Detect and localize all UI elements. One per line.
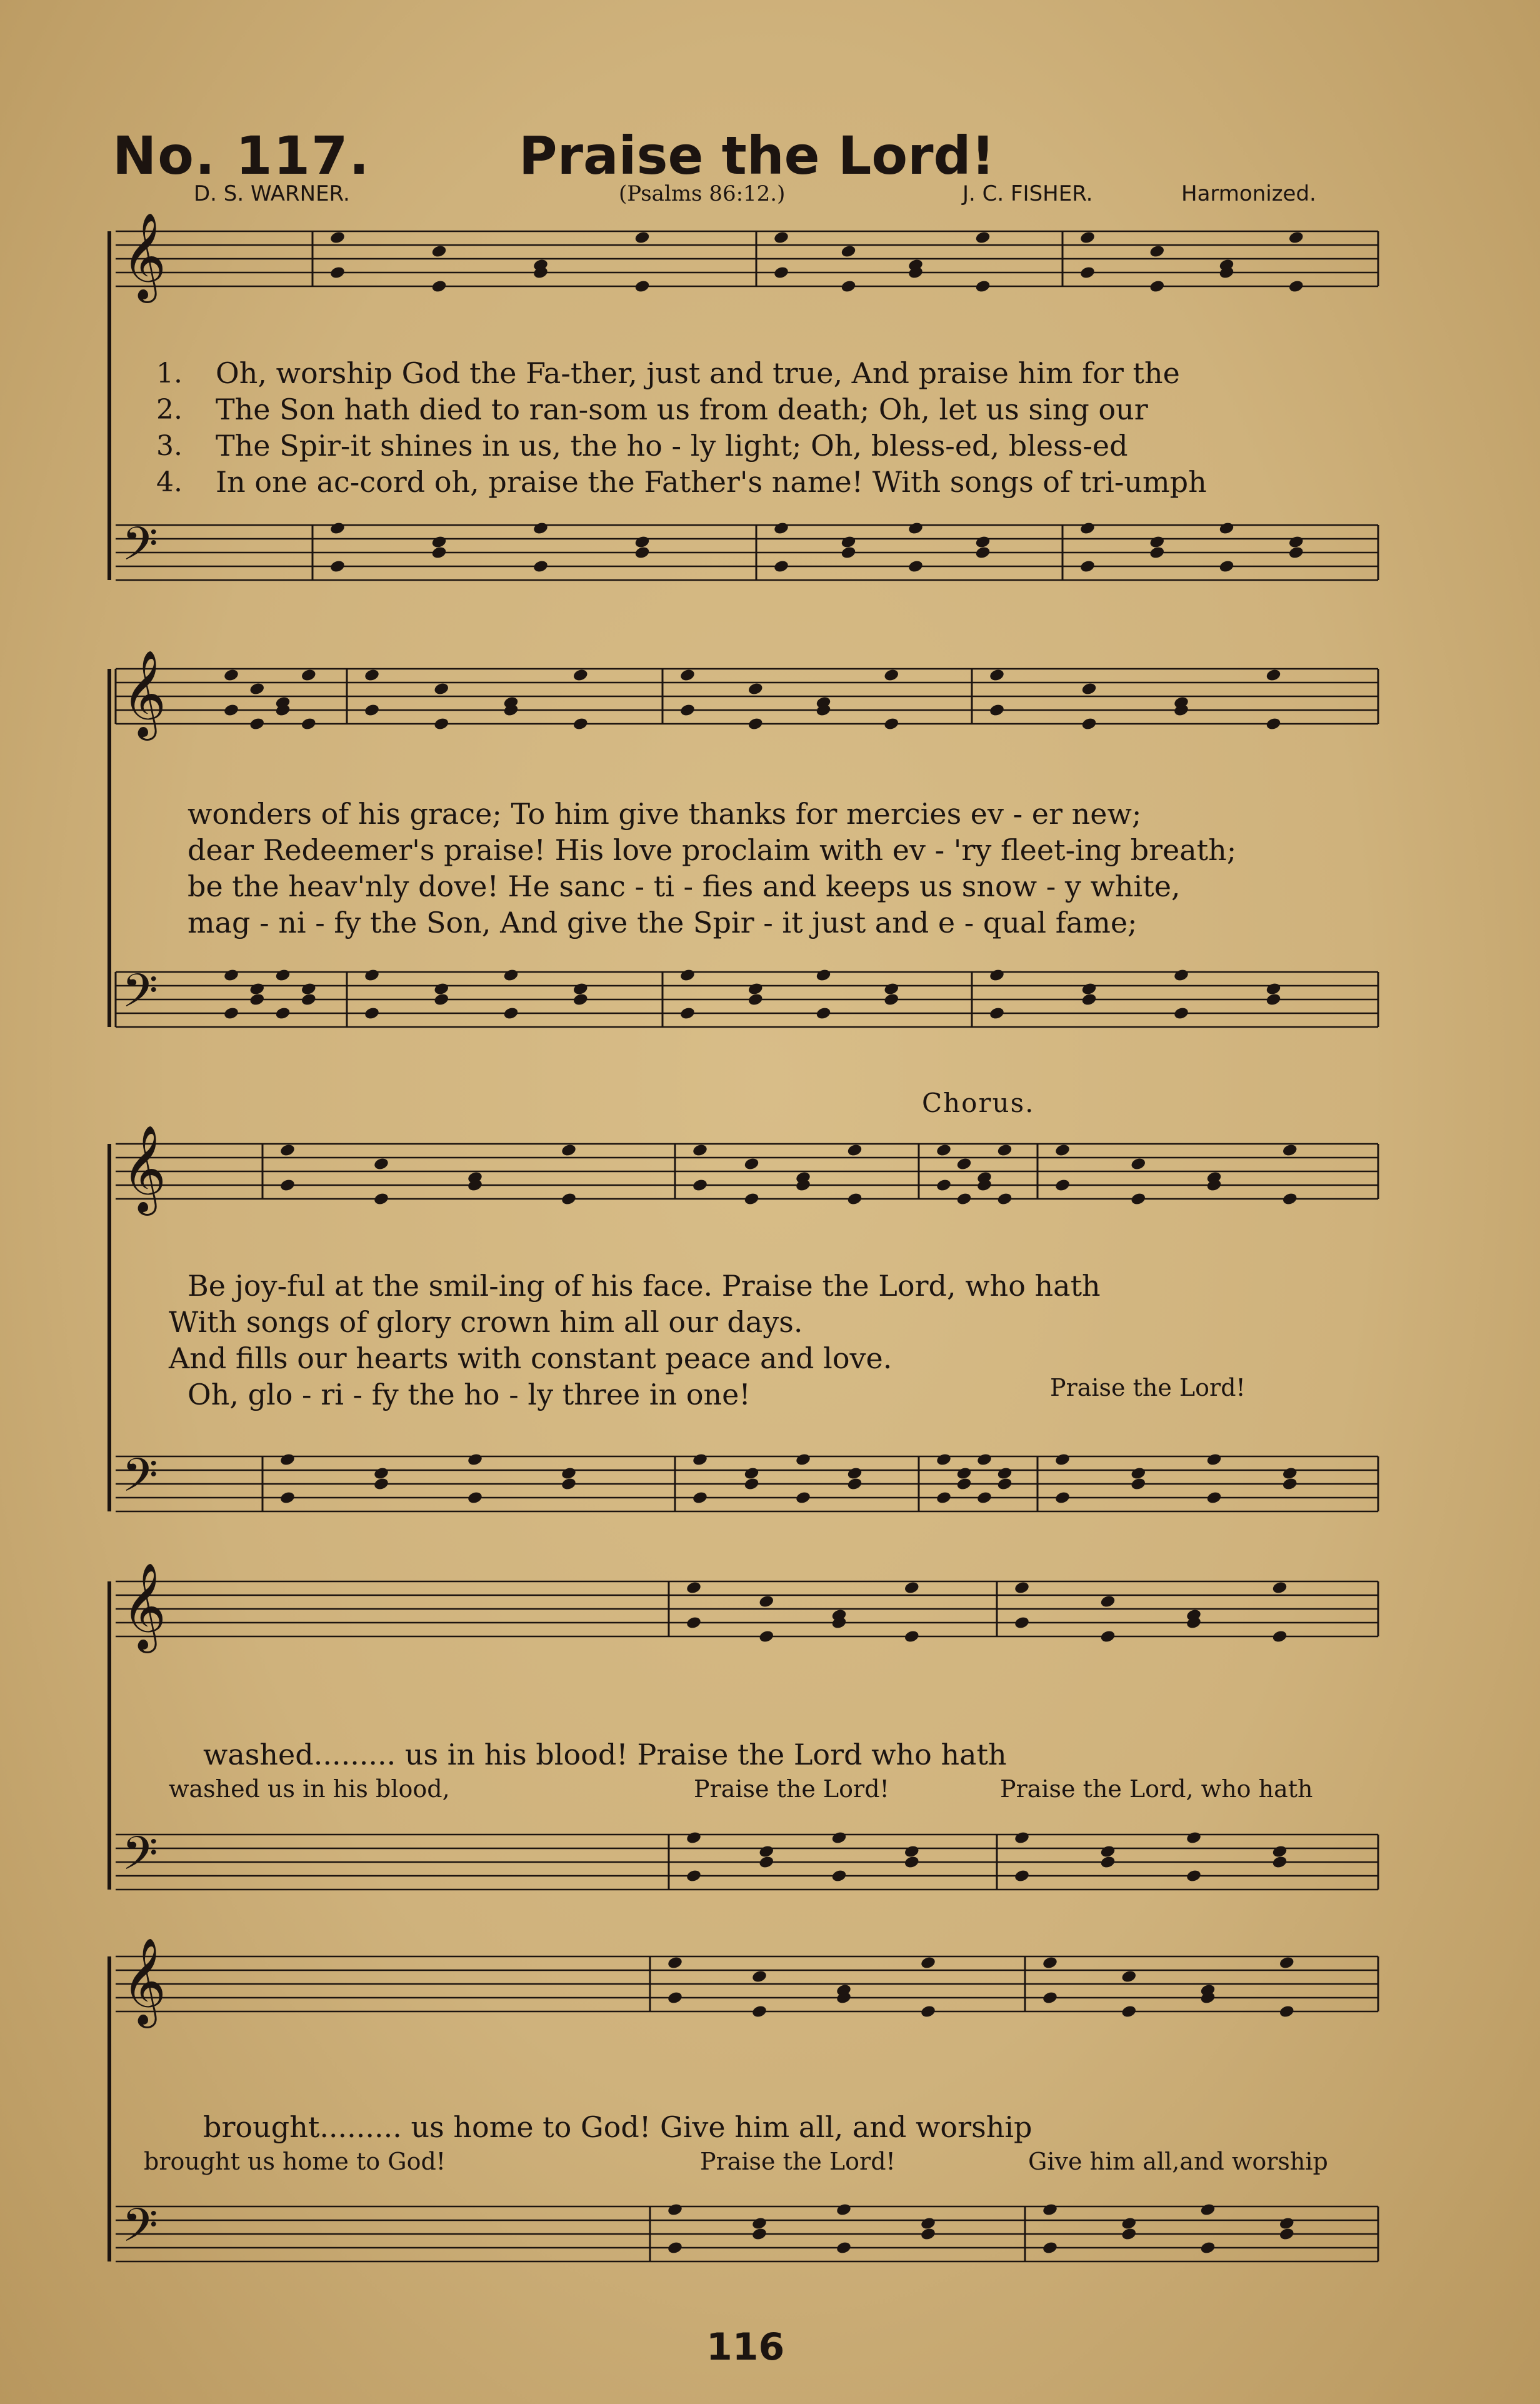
note-head: [1099, 1845, 1116, 1859]
note-head: [840, 279, 856, 294]
system3-lyric-line-1: Be joy-ful at the smil-ing of his face. Praise the Lord, who hath: [188, 1269, 1101, 1303]
note-head: [467, 1453, 483, 1467]
note-head: [249, 993, 265, 1007]
system1-lyric-line-1: Oh, worship God the Fa-ther, just and true, And praise him for the: [216, 356, 1180, 390]
note-head: [686, 1581, 702, 1595]
note-head: [301, 993, 317, 1007]
note-head: [431, 279, 447, 294]
note-head: [751, 2216, 768, 2231]
note-head: [974, 231, 991, 245]
note-head: [751, 1970, 768, 1984]
note-head: [223, 703, 239, 718]
note-head: [572, 668, 589, 683]
note-head: [996, 1143, 1012, 1158]
note-head: [773, 231, 789, 245]
note-head: [904, 1581, 920, 1595]
note-head: [1081, 993, 1097, 1007]
note-head: [301, 717, 317, 731]
note-head: [667, 1956, 683, 1970]
note-head: [1173, 968, 1189, 983]
note-head: [301, 668, 317, 683]
note-head: [836, 2241, 852, 2255]
system4-bass-text-3: Praise the Lord, who hath: [1000, 1775, 1313, 1803]
note-head: [840, 546, 856, 560]
note-head: [1079, 231, 1096, 245]
note-head: [1288, 546, 1304, 560]
note-head: [433, 982, 449, 996]
note-head: [433, 682, 449, 696]
note-head: [795, 1491, 811, 1505]
note-head: [1265, 982, 1281, 996]
note-head: [836, 2203, 852, 2217]
note-head: [795, 1453, 811, 1467]
note-head: [373, 1192, 389, 1206]
note-head: [679, 1006, 696, 1021]
note-head: [974, 535, 991, 549]
note-head: [920, 2005, 936, 2019]
note-head: [1282, 1192, 1298, 1206]
note-head: [748, 682, 764, 696]
bass-clef-icon: 𝄢: [122, 517, 158, 583]
note-head: [974, 546, 991, 560]
note-head: [1149, 535, 1165, 549]
note-head: [883, 982, 899, 996]
note-head: [904, 1845, 920, 1859]
note-head: [758, 1845, 774, 1859]
system1-lyric-line-3: The Spir-it shines in us, the ho - ly light; Oh, bless-ed, bless-ed: [216, 429, 1128, 463]
note-head: [1206, 1491, 1222, 1505]
note-head: [532, 521, 549, 536]
note-head: [502, 968, 519, 983]
note-head: [920, 1956, 936, 1970]
note-head: [634, 546, 650, 560]
note-head: [1099, 1595, 1116, 1609]
note-head: [1288, 279, 1304, 294]
note-head: [279, 1453, 296, 1467]
note-head: [561, 1143, 577, 1158]
note-head: [904, 1855, 920, 1870]
note-head: [686, 1831, 702, 1845]
system2-lyric-line-4: mag - ni - fy the Son, And give the Spir - it just and e - qual fame;: [188, 906, 1138, 939]
note-head: [751, 2005, 768, 2019]
note-head: [831, 1831, 847, 1845]
note-head: [1081, 682, 1097, 696]
note-head: [301, 982, 317, 996]
arrangement-credit: Harmonized.: [1181, 181, 1316, 206]
note-head: [956, 1466, 972, 1481]
note-head: [743, 1466, 759, 1481]
verse-number-4: 4.: [156, 466, 182, 498]
note-head: [433, 717, 449, 731]
note-head: [996, 1192, 1012, 1206]
note-head: [692, 1453, 708, 1467]
note-head: [364, 968, 380, 983]
note-head: [1042, 1991, 1058, 2005]
note-head: [373, 1466, 389, 1481]
note-head: [773, 266, 789, 280]
note-head: [1288, 231, 1304, 245]
note-head: [1279, 2216, 1295, 2231]
note-head: [773, 521, 789, 536]
note-head: [1121, 1970, 1137, 1984]
note-head: [908, 559, 924, 574]
bass-clef-icon: 𝄢: [122, 1826, 158, 1892]
note-head: [679, 668, 696, 683]
note-head: [1130, 1157, 1146, 1171]
note-head: [1265, 668, 1281, 683]
note-head: [1042, 2241, 1058, 2255]
note-head: [686, 1616, 702, 1630]
note-head: [1186, 1831, 1202, 1845]
note-head: [936, 1143, 952, 1158]
note-head: [996, 1477, 1012, 1491]
composer-credit: J. C. FISHER.: [962, 181, 1093, 206]
note-head: [1199, 2241, 1216, 2255]
note-head: [433, 993, 449, 1007]
note-head: [920, 2227, 936, 2241]
system3-lyric-line-2: With songs of glory crown him all our days.: [169, 1305, 803, 1339]
note-head: [1014, 1581, 1030, 1595]
note-head: [815, 968, 831, 983]
note-head: [692, 1491, 708, 1505]
note-head: [692, 1143, 708, 1158]
note-head: [956, 1157, 972, 1171]
note-head: [329, 266, 346, 280]
note-head: [758, 1855, 774, 1870]
note-head: [223, 668, 239, 683]
note-head: [692, 1178, 708, 1193]
note-head: [989, 703, 1005, 718]
note-head: [883, 668, 899, 683]
note-head: [1014, 1831, 1030, 1845]
note-head: [1054, 1491, 1071, 1505]
note-head: [329, 521, 346, 536]
note-head: [1054, 1143, 1071, 1158]
system5-bass-text-3: Give him all,and worship: [1028, 2148, 1328, 2175]
note-head: [743, 1477, 759, 1491]
chorus-label: Chorus.: [922, 1088, 1035, 1118]
note-head: [846, 1466, 862, 1481]
note-head: [274, 1006, 291, 1021]
system3-lyric-line-3: And fills our hearts with constant peace and love.: [169, 1341, 892, 1375]
note-head: [223, 968, 239, 983]
note-head: [989, 1006, 1005, 1021]
note-head: [329, 559, 346, 574]
note-head: [1130, 1477, 1146, 1491]
note-head: [1149, 279, 1165, 294]
note-head: [773, 559, 789, 574]
note-head: [1218, 559, 1234, 574]
bass-clef-icon: 𝄢: [122, 1448, 158, 1514]
note-head: [846, 1192, 862, 1206]
note-head: [1099, 1630, 1116, 1644]
note-head: [274, 968, 291, 983]
treble-clef-icon: 𝄞: [122, 1938, 166, 2025]
note-head: [279, 1491, 296, 1505]
note-head: [748, 982, 764, 996]
note-head: [679, 968, 696, 983]
note-head: [364, 703, 380, 718]
note-head: [1054, 1453, 1071, 1467]
note-head: [956, 1192, 972, 1206]
note-head: [329, 231, 346, 245]
note-head: [904, 1630, 920, 1644]
system5-bass-text-1: brought us home to God!: [144, 2148, 446, 2175]
note-head: [1186, 1869, 1202, 1883]
note-head: [831, 1869, 847, 1883]
note-head: [1130, 1466, 1146, 1481]
system3-lyric-line-4: Oh, glo - ri - fy the ho - ly three in one!: [188, 1378, 751, 1411]
scripture-reference: (Psalms 86:12.): [619, 181, 786, 206]
system2-lyric-line-2: dear Redeemer's praise! His love proclaim with ev - 'ry fleet-ing breath;: [188, 833, 1237, 867]
note-head: [1121, 2216, 1137, 2231]
note-head: [667, 2203, 683, 2217]
author-credit: D. S. WARNER.: [194, 181, 350, 206]
note-head: [279, 1143, 296, 1158]
note-head: [920, 2216, 936, 2231]
treble-clef-icon: 𝄞: [122, 1125, 166, 1212]
note-head: [1014, 1869, 1030, 1883]
system2-lyric-line-1: wonders of his grace; To him give thanks for mercies ev - er new;: [188, 797, 1142, 831]
note-head: [1279, 2227, 1295, 2241]
note-head: [1099, 1855, 1116, 1870]
note-head: [532, 559, 549, 574]
note-head: [1288, 535, 1304, 549]
note-head: [936, 1453, 952, 1467]
note-head: [936, 1491, 952, 1505]
page-number: 116: [706, 2325, 785, 2369]
note-head: [1199, 2203, 1216, 2217]
note-head: [748, 993, 764, 1007]
note-head: [936, 1178, 952, 1193]
note-head: [634, 535, 650, 549]
note-head: [1149, 546, 1165, 560]
note-head: [364, 1006, 380, 1021]
note-head: [815, 1006, 831, 1021]
verse-number-3: 3.: [156, 430, 182, 462]
note-head: [1282, 1143, 1298, 1158]
note-head: [279, 1178, 296, 1193]
verse-number-1: 1.: [156, 358, 182, 389]
note-head: [758, 1630, 774, 1644]
system3-bass-text: Praise the Lord!: [1050, 1374, 1246, 1401]
note-head: [373, 1157, 389, 1171]
note-head: [223, 1006, 239, 1021]
note-head: [974, 279, 991, 294]
note-head: [1079, 559, 1096, 574]
note-head: [743, 1192, 759, 1206]
note-head: [431, 244, 447, 259]
system2-lyric-line-3: be the heav'nly dove! He sanc - ti - fies and keeps us snow - y white,: [188, 869, 1181, 903]
note-head: [1042, 1956, 1058, 1970]
note-head: [1218, 521, 1234, 536]
note-head: [634, 279, 650, 294]
note-head: [1271, 1845, 1288, 1859]
note-head: [1279, 1956, 1295, 1970]
note-head: [561, 1466, 577, 1481]
note-head: [679, 703, 696, 718]
note-head: [634, 231, 650, 245]
note-head: [1014, 1616, 1030, 1630]
system1-lyric-line-4: In one ac-cord oh, praise the Father's name! With songs of tri-umph: [216, 465, 1207, 499]
note-head: [364, 668, 380, 683]
note-head: [561, 1477, 577, 1491]
note-head: [572, 993, 589, 1007]
note-head: [1282, 1477, 1298, 1491]
note-head: [908, 521, 924, 536]
note-head: [743, 1157, 759, 1171]
note-head: [840, 535, 856, 549]
note-head: [502, 1006, 519, 1021]
system4-bass-text-2: Praise the Lord!: [694, 1775, 889, 1803]
note-head: [1121, 2005, 1137, 2019]
note-head: [976, 1453, 992, 1467]
note-head: [1271, 1855, 1288, 1870]
note-head: [840, 244, 856, 259]
note-head: [1081, 982, 1097, 996]
note-head: [249, 982, 265, 996]
note-head: [431, 546, 447, 560]
note-head: [996, 1466, 1012, 1481]
note-head: [373, 1477, 389, 1491]
note-head: [1079, 521, 1096, 536]
note-head: [1271, 1630, 1288, 1644]
note-head: [1121, 2227, 1137, 2241]
system5-bass-text-2: Praise the Lord!: [700, 2148, 896, 2175]
note-head: [1130, 1192, 1146, 1206]
note-head: [1054, 1178, 1071, 1193]
note-head: [1149, 244, 1165, 259]
system4-treble-lyric: washed......... us in his blood! Praise the Lord who hath: [203, 1738, 1007, 1771]
system1-lyric-line-2: The Son hath died to ran-som us from death; Oh, let us sing our: [216, 393, 1148, 426]
note-head: [1081, 717, 1097, 731]
note-head: [1265, 717, 1281, 731]
note-head: [667, 2241, 683, 2255]
note-head: [956, 1477, 972, 1491]
note-head: [1271, 1581, 1288, 1595]
treble-clef-icon: 𝄞: [122, 213, 166, 299]
note-head: [467, 1491, 483, 1505]
bass-clef-icon: 𝄢: [122, 2198, 158, 2264]
hymn-title: Praise the Lord!: [519, 125, 995, 186]
note-head: [989, 668, 1005, 683]
note-head: [1173, 1006, 1189, 1021]
note-head: [758, 1595, 774, 1609]
note-head: [1079, 266, 1096, 280]
note-head: [1042, 2203, 1058, 2217]
treble-clef-icon: 𝄞: [122, 1563, 166, 1650]
note-head: [751, 2227, 768, 2241]
note-head: [686, 1869, 702, 1883]
system5-treble-lyric: brought......... us home to God! Give him all, and worship: [203, 2110, 1032, 2144]
note-head: [561, 1192, 577, 1206]
note-head: [431, 535, 447, 549]
note-head: [883, 993, 899, 1007]
note-head: [1265, 993, 1281, 1007]
note-head: [846, 1477, 862, 1491]
note-head: [249, 717, 265, 731]
note-head: [989, 968, 1005, 983]
note-head: [1282, 1466, 1298, 1481]
system4-bass-text-1: washed us in his blood,: [169, 1775, 450, 1803]
treble-clef-icon: 𝄞: [122, 650, 166, 737]
note-head: [846, 1143, 862, 1158]
bass-clef-icon: 𝄢: [122, 964, 158, 1029]
note-head: [572, 717, 589, 731]
hymn-number: No. 117.: [112, 125, 371, 186]
note-head: [883, 717, 899, 731]
note-head: [572, 982, 589, 996]
verse-number-2: 2.: [156, 394, 182, 426]
note-head: [1279, 2005, 1295, 2019]
note-head: [976, 1491, 992, 1505]
note-head: [249, 682, 265, 696]
note-head: [667, 1991, 683, 2005]
note-head: [748, 717, 764, 731]
note-head: [1206, 1453, 1222, 1467]
